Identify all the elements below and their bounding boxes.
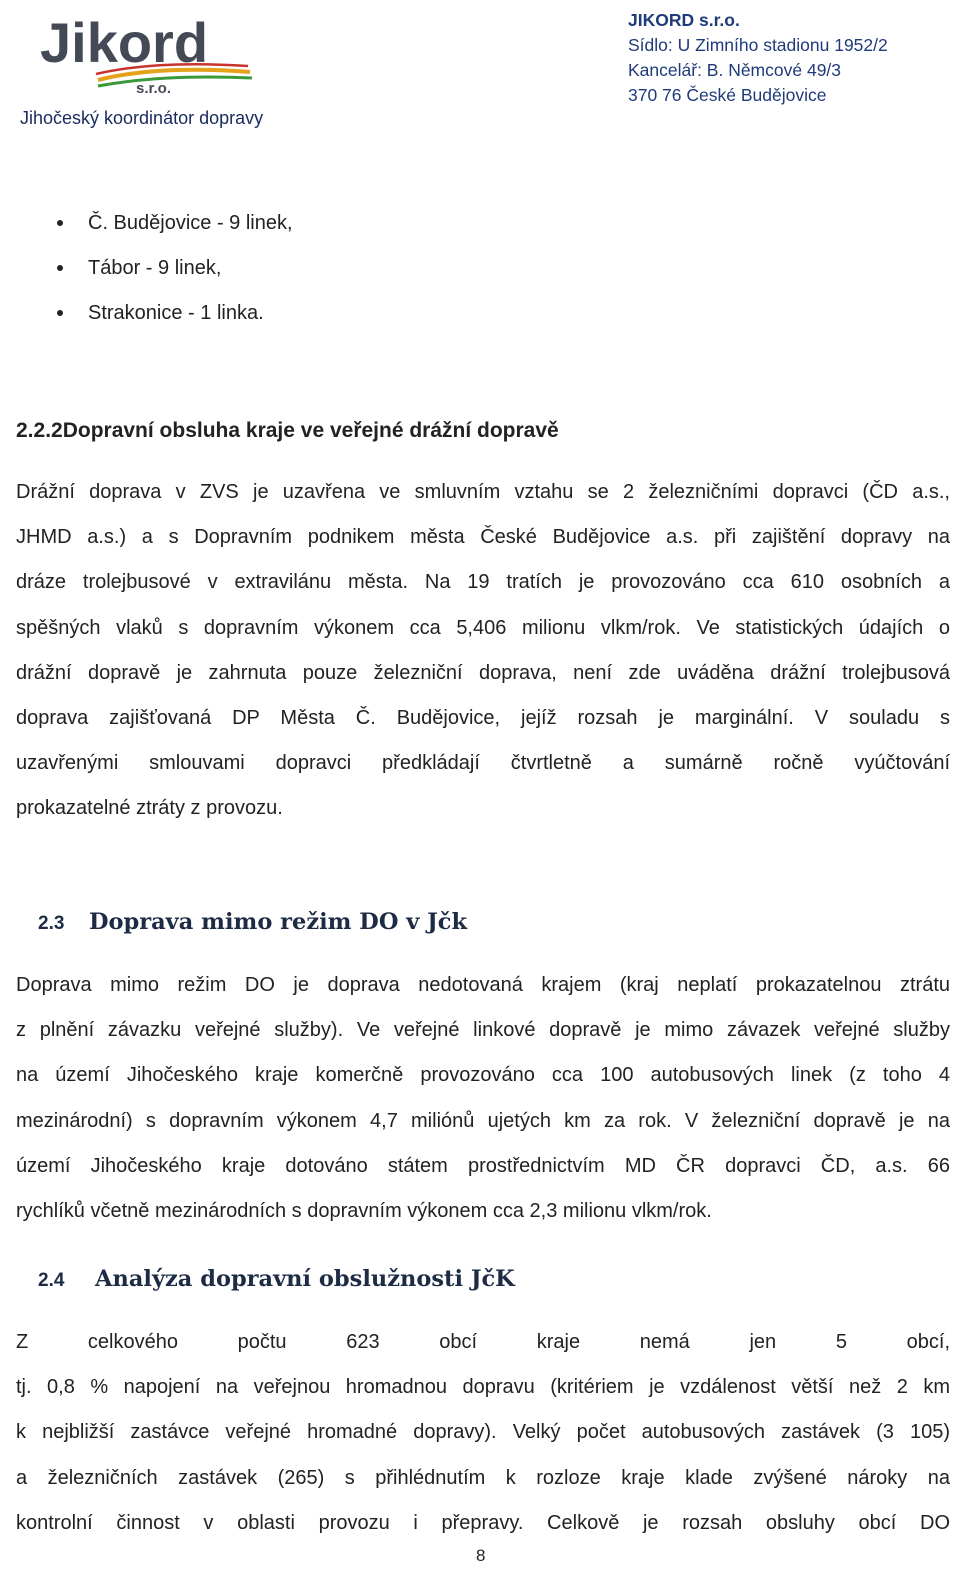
text-line: mezinárodní) s dopravním výkonem 4,7 miliónů ujetých km za rok. V železniční dopravě je na — [16, 1109, 950, 1132]
text-line: Z celkového počtu 623 obcí kraje nemá jen 5 obcí, — [16, 1331, 950, 1353]
company-address-line: Kancelář: B. Němcové 49/3 — [628, 60, 842, 80]
text-line: prokazatelné ztráty z provozu. — [16, 797, 283, 820]
text-line: kontrolní činnost v oblasti provozu i přepravy. Celkově je rozsah obsluhy obcí DO — [16, 1511, 950, 1534]
text-line: JHMD a.s.) a s Dopravním podnikem města České Budějovice a.s. při zajištění dopravy na — [16, 526, 950, 549]
text-line: Drážní doprava v ZVS je uzavřena ve smluvním vztahu se 2 železničními dopravci (ČD a.s., — [16, 481, 950, 503]
text-line: na území Jihočeského kraje komerčně provozováno cca 100 autobusových linek (z toho 4 — [16, 1064, 950, 1087]
paragraph — [16, 963, 950, 1234]
text-line: dráze trolejbusové v extravilánu města. Na 19 tratích je provozováno cca 610 osobních a — [16, 571, 950, 594]
jikord-logo — [38, 10, 258, 95]
text-line: a železničních zastávek (265) s přihlédnutím k rozloze kraje klade zvýšené nároky na — [16, 1466, 950, 1489]
text-line: Doprava mimo režim DO je doprava nedotovaná krajem (kraj neplatí prokazatelnou ztrátu — [16, 974, 950, 996]
list-item: Strakonice - 1 linka. — [88, 293, 264, 333]
text-line: území Jihočeského kraje dotováno státem prostřednictvím MD ČR dopravci ČD, a.s. 66 — [16, 1154, 950, 1177]
section-heading: 2.2.2Dopravní obsluha kraje ve veřejné drážní dopravě — [16, 419, 559, 442]
page-number: 8 — [476, 1546, 486, 1565]
text-line: doprava zajišťovaná DP Města Č. Budějovice, jejíž rozsah je marginální. V souladu s — [16, 706, 950, 729]
section-title: Doprava mimo režim DO v Jčk — [89, 909, 468, 935]
company-info — [628, 8, 888, 108]
list-item: Č. Budějovice - 9 linek, — [88, 203, 293, 243]
section-heading — [38, 909, 467, 935]
text-line: z plnění závazku veřejné služby). Ve veřejné linkové dopravě je mimo závazek veřejné služby — [16, 1019, 950, 1042]
text-line: drážní dopravě je zahrnuta pouze železniční doprava, není zde uváděna drážní trolejbusová — [16, 661, 950, 684]
section-heading — [38, 1266, 515, 1292]
paragraph — [16, 470, 950, 832]
logo-wordmark: Jikord — [40, 11, 209, 74]
logo-suffix: s.r.o. — [136, 80, 172, 95]
list-item: Tábor - 9 linek, — [88, 248, 221, 288]
text-line: tj. 0,8 % napojení na veřejnou hromadnou dopravu (kritériem je vzdálenost větší než 2 km — [16, 1376, 950, 1399]
logo-subtitle: Jihočeský koordinátor dopravy — [20, 108, 264, 128]
company-address-line: 370 76 České Budějovice — [628, 85, 827, 105]
text-line: spěšných vlaků s dopravním výkonem cca 5,406 milionu vlkm/rok. Ve statistických údajích o — [16, 616, 950, 639]
text-line: rychlíků včetně mezinárodních s dopravním výkonem cca 2,3 milionu vlkm/rok. — [16, 1199, 712, 1222]
paragraph — [16, 1320, 950, 1546]
company-address-line: Sídlo: U Zimního stadionu 1952/2 — [628, 35, 888, 55]
text-line: k nejbližší zastávce veřejné hromadné dopravy). Velký počet autobusových zastávek (3 105) — [16, 1421, 950, 1444]
company-name: JIKORD s.r.o. — [628, 10, 740, 30]
section-number: 2.3 — [38, 913, 65, 934]
section-title: Analýza dopravní obslužnosti JčK — [95, 1266, 515, 1292]
logo-swoosh-green — [98, 77, 252, 86]
section-number: 2.4 — [38, 1270, 65, 1291]
text-line: uzavřenými smlouvami dopravci předkládají čtvrtletně a sumárně ročně vyúčtování — [16, 752, 950, 775]
